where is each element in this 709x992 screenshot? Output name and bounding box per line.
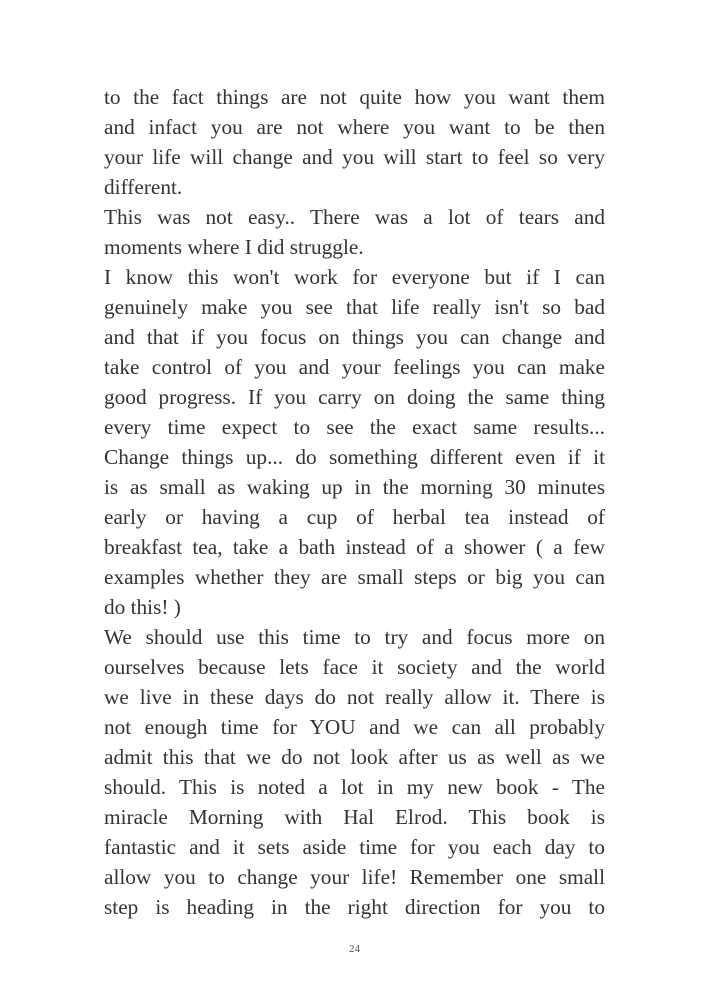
text-line: genuinely make you see that life really isn't so bad [104, 295, 605, 319]
text-line: allow you to change your life! Remember one small [104, 865, 605, 889]
text-line: breakfast tea, take a bath instead of a shower ( a few [104, 535, 605, 559]
page-number: 24 [349, 943, 360, 955]
text-line: This was not easy.. There was a lot of tears and [104, 205, 605, 229]
text-line: different. [104, 175, 183, 199]
text-line: and infact you are not where you want to be then [104, 115, 605, 139]
text-line: should. This is noted a lot in my new book - The [104, 775, 605, 799]
text-line: admit this that we do not look after us as well as we [104, 745, 605, 769]
text-line: moments where I did struggle. [104, 235, 364, 259]
text-line: take control of you and your feelings you can make [104, 355, 605, 379]
text-line: We should use this time to try and focus more on [104, 625, 605, 649]
text-line: ourselves because lets face it society and the world [104, 655, 605, 679]
text-line: your life will change and you will start to feel so very [104, 145, 605, 169]
text-line: we live in these days do not really allow it. There is [104, 685, 605, 709]
text-line: to the fact things are not quite how you want them [104, 85, 605, 109]
text-line: step is heading in the right direction for you to [104, 895, 605, 919]
text-line: is as small as waking up in the morning 30 minutes [104, 475, 605, 499]
text-line: do this! ) [104, 595, 181, 619]
text-line: every time expect to see the exact same results... [104, 415, 605, 439]
text-line: miracle Morning with Hal Elrod. This book is [104, 805, 605, 829]
text-line: good progress. If you carry on doing the same thing [104, 385, 605, 409]
paragraph [104, 202, 605, 262]
page-body [104, 82, 605, 922]
text-line: examples whether they are small steps or big you can [104, 565, 605, 589]
text-line: not enough time for YOU and we can all probably [104, 715, 605, 739]
text-line: early or having a cup of herbal tea instead of [104, 505, 605, 529]
text-line: Change things up... do something different even if it [104, 445, 605, 469]
text-line: fantastic and it sets aside time for you each day to [104, 835, 605, 859]
paragraph [104, 262, 605, 622]
paragraph [104, 622, 605, 922]
paragraph [104, 82, 605, 202]
text-line: I know this won't work for everyone but if I can [104, 265, 605, 289]
text-line: and that if you focus on things you can change and [104, 325, 605, 349]
